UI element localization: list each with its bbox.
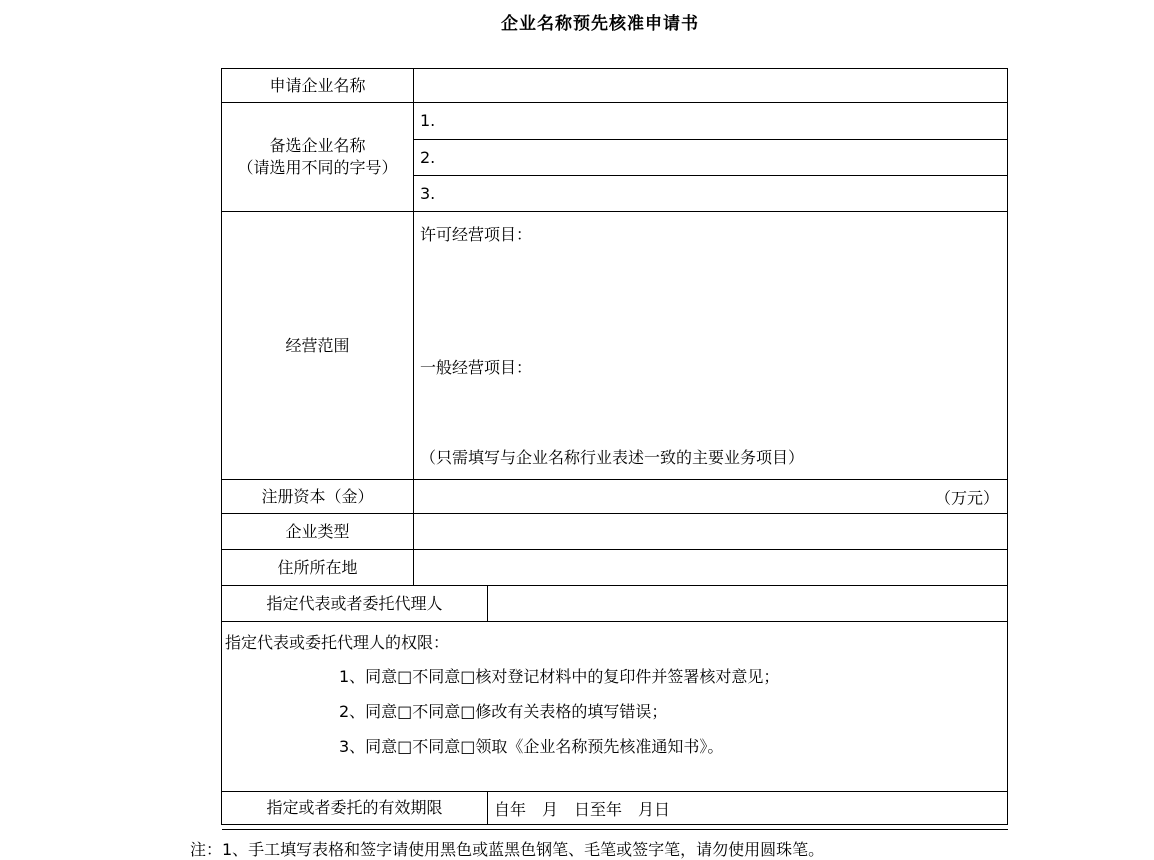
authority-item-2: 2、同意□不同意□修改有关表格的填写错误； (339, 702, 668, 721)
applied-name-input-area[interactable] (414, 69, 1007, 102)
enterprise-type-label: 企业类型 (222, 514, 414, 549)
footer-note: 注：1、手工填写表格和签字请使用黑色或蓝黑色钢笔、毛笔或签字笔，请勿使用圆珠笔。 (190, 840, 825, 859)
table-row-domicile (222, 550, 1007, 586)
alternative-name-prefix-1: 1. (420, 111, 436, 131)
licensed-items-caption: 许可经营项目： (420, 225, 533, 244)
registered-capital-label: 注册资本（金） (222, 480, 414, 513)
business-scope-label: 经营范围 (222, 212, 414, 479)
table-bottom-rule (222, 829, 1008, 830)
table-row-representative (222, 586, 1007, 622)
validity-input-area[interactable] (488, 792, 1007, 824)
alternative-names-options (414, 103, 1007, 211)
table-row-enterprise-type (222, 514, 1007, 550)
business-scope-note: （只需填写与企业名称行业表述一致的主要业务项目） (420, 448, 805, 467)
applied-name-label: 申请企业名称 (222, 69, 414, 102)
authority-item-3: 3、同意□不同意□领取《企业名称预先核准通知书》。 (339, 737, 724, 756)
table-row-validity (222, 792, 1007, 824)
authority-item-1: 1、同意□不同意□核对登记材料中的复印件并签署核对意见； (339, 667, 780, 686)
domicile-input-area[interactable] (414, 550, 1007, 585)
table-row-registered-capital (222, 480, 1007, 514)
alternative-names-label-line1: 备选企业名称 (269, 136, 366, 155)
validity-value-text: 自年 月 日至年 月日 (494, 799, 671, 819)
table-row-authority (222, 622, 1007, 792)
alternative-names-label (222, 103, 414, 211)
enterprise-type-input-area[interactable] (414, 514, 1007, 549)
validity-label: 指定或者委托的有效期限 (222, 792, 488, 824)
domicile-label: 住所所在地 (222, 550, 414, 585)
alternative-name-input-area-1[interactable] (414, 103, 1007, 140)
page-title: 企业名称预先核准申请书 (501, 14, 699, 34)
alternative-name-prefix-3: 3. (420, 184, 436, 204)
alternative-name-input-area-3[interactable] (414, 176, 1007, 211)
alternative-name-input-area-2[interactable] (414, 140, 1007, 177)
authority-cell (222, 622, 1007, 791)
table-row-business-scope (222, 212, 1007, 480)
representative-input-area[interactable] (488, 586, 1007, 621)
alternative-name-prefix-2: 2. (420, 147, 436, 167)
business-scope-input-area[interactable] (414, 212, 1007, 479)
registered-capital-input-area[interactable] (414, 480, 1007, 513)
capital-unit-label: （万元） (934, 488, 999, 507)
application-form-table (221, 68, 1008, 825)
general-items-caption: 一般经营项目： (420, 358, 533, 377)
authority-caption: 指定代表或委托代理人的权限： (225, 633, 450, 652)
table-row-alternative-names (222, 103, 1007, 212)
representative-label: 指定代表或者委托代理人 (222, 586, 488, 621)
table-row-applied-name (222, 69, 1007, 103)
alternative-names-label-line2: （请选用不同的字号） (237, 158, 398, 177)
